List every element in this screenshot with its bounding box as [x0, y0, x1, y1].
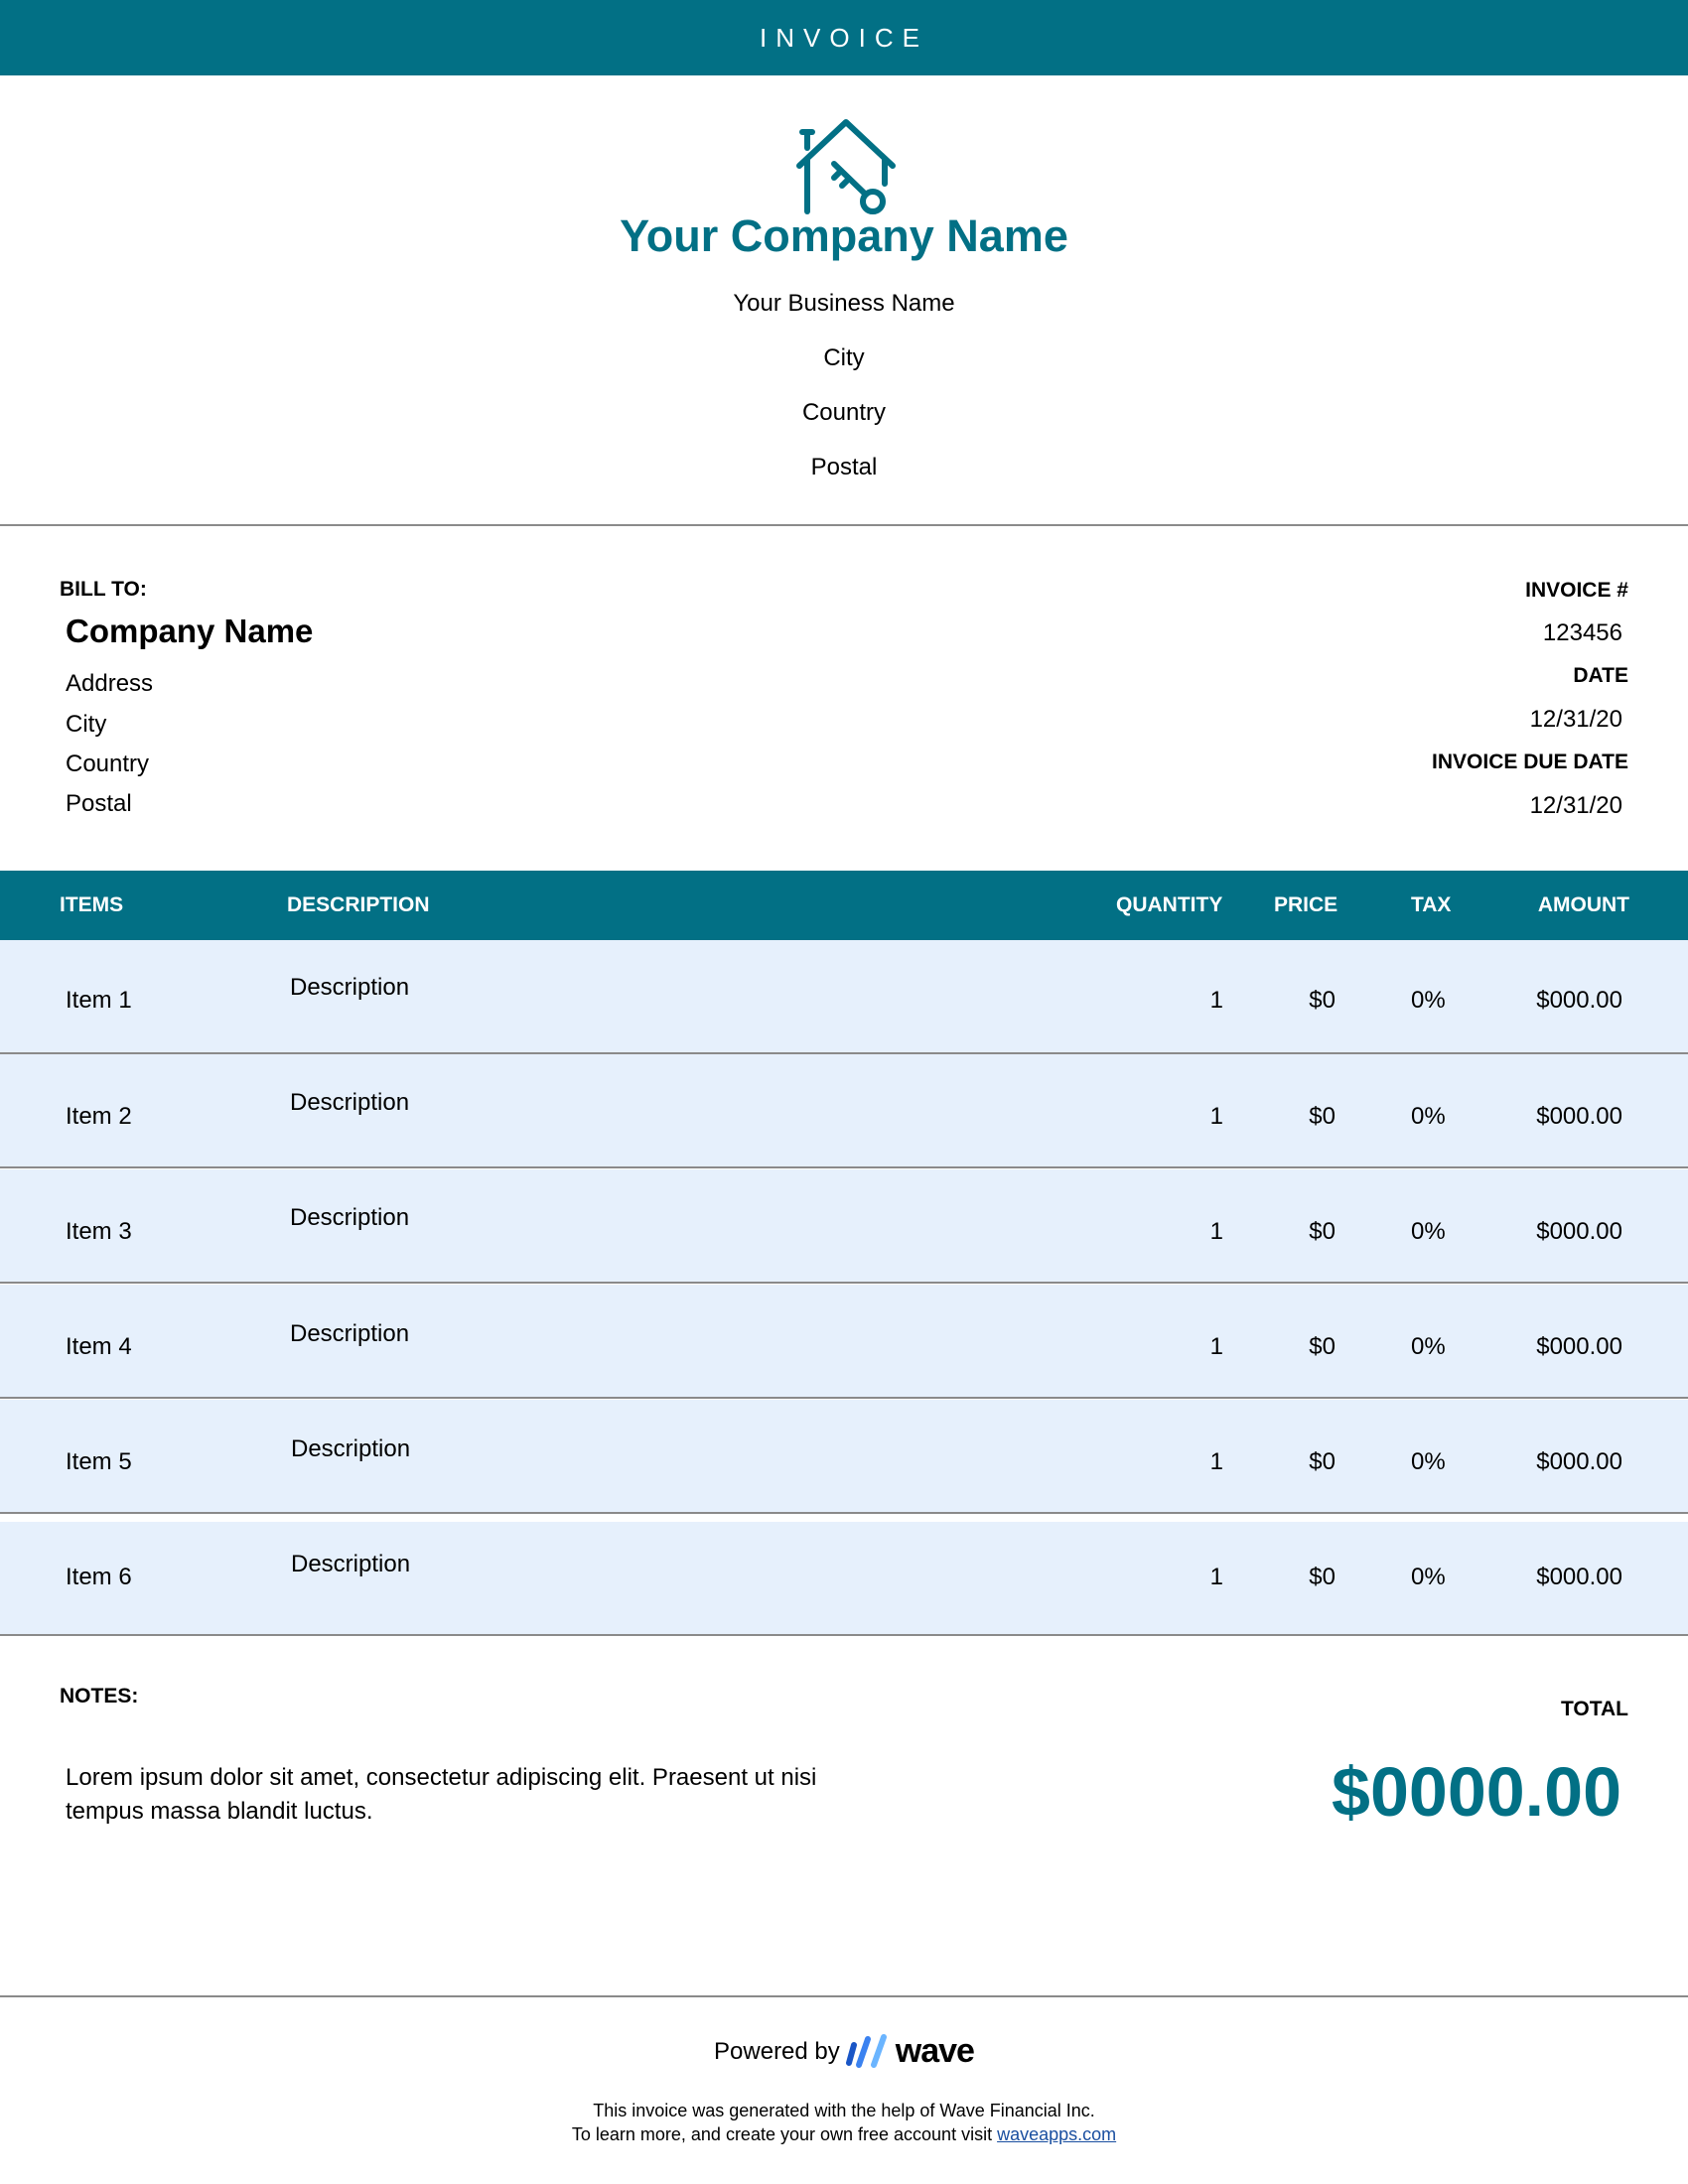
- company-postal: Postal: [810, 454, 878, 480]
- footer-line-2-text: To learn more, and create your own free account visit: [571, 2124, 998, 2144]
- bill-to-postal: Postal: [66, 790, 132, 817]
- bill-to-address: Address: [66, 670, 154, 697]
- invoice-due-date-label: INVOICE DUE DATE: [1432, 751, 1628, 773]
- row-price: $0: [1309, 1448, 1336, 1475]
- row-price: $0: [1309, 987, 1336, 1014]
- header-tax: TAX: [1411, 893, 1452, 916]
- invoice-title: INVOICE: [760, 23, 928, 53]
- row-description: Description: [291, 1551, 411, 1577]
- row-item: Item 6: [66, 1564, 132, 1590]
- row-amount: $000.00: [1536, 1103, 1622, 1130]
- row-description: Description: [290, 1089, 410, 1116]
- row-quantity: 1: [1209, 1448, 1223, 1475]
- header-amount: AMOUNT: [1537, 893, 1629, 916]
- row-tax: 0%: [1411, 1103, 1446, 1130]
- footer-line-1: This invoice was generated with the help of Wave Financial Inc.: [593, 2101, 1095, 2120]
- waveapps-link[interactable]: waveapps.com: [997, 2124, 1117, 2144]
- bill-to-company: Company Name: [66, 613, 314, 649]
- row-tax: 0%: [1411, 1218, 1446, 1245]
- powered-by: [0, 2032, 1688, 2071]
- row-quantity: 1: [1209, 987, 1223, 1014]
- total-label: TOTAL: [1560, 1698, 1628, 1720]
- header-description: DESCRIPTION: [287, 893, 430, 916]
- row-tax: 0%: [1411, 1448, 1446, 1475]
- row-description: Description: [291, 1435, 411, 1462]
- notes-text: Lorem ipsum dolor sit amet, consectetur adipiscing elit. Praesent ut nisi tempus massa blandit luctus.: [66, 1764, 817, 1825]
- row-tax: 0%: [1411, 987, 1446, 1014]
- invoice-number: 123456: [1542, 619, 1622, 646]
- wave-brand-name: wave: [895, 2032, 974, 2070]
- row-tax: 0%: [1411, 1333, 1446, 1360]
- company-country: Country: [801, 399, 887, 426]
- footer-divider: [0, 1995, 1688, 1997]
- header-price: PRICE: [1274, 893, 1338, 916]
- wave-logo-icon: [846, 2033, 892, 2071]
- notes-label: NOTES:: [60, 1685, 139, 1707]
- company-name: Your Company Name: [620, 210, 1068, 261]
- row-item: Item 4: [66, 1333, 132, 1360]
- row-amount: $000.00: [1536, 1448, 1622, 1475]
- total-amount: $0000.00: [1332, 1753, 1621, 1831]
- header-items: ITEMS: [60, 893, 124, 916]
- footer-line-2: [0, 2124, 1688, 2145]
- row-amount: $000.00: [1536, 1218, 1622, 1245]
- invoice-number-label: INVOICE #: [1525, 579, 1628, 602]
- company-city: City: [823, 344, 865, 371]
- row-item: Item 2: [66, 1103, 132, 1130]
- row-description: Description: [290, 1204, 410, 1231]
- row-item: Item 1: [66, 987, 132, 1014]
- row-tax: 0%: [1411, 1564, 1446, 1590]
- row-amount: $000.00: [1536, 987, 1622, 1014]
- row-quantity: 1: [1209, 1218, 1223, 1245]
- row-description: Description: [290, 974, 410, 1001]
- row-item: Item 3: [66, 1218, 132, 1245]
- header-divider: [0, 524, 1688, 526]
- row-price: $0: [1309, 1333, 1336, 1360]
- row-price: $0: [1309, 1564, 1336, 1590]
- invoice-date-label: DATE: [1573, 664, 1628, 687]
- row-quantity: 1: [1209, 1564, 1223, 1590]
- row-description: Description: [290, 1320, 410, 1347]
- invoice-due-date: 12/31/20: [1529, 792, 1622, 819]
- company-business-name: Your Business Name: [733, 290, 955, 317]
- row-price: $0: [1309, 1103, 1336, 1130]
- row-quantity: 1: [1209, 1103, 1223, 1130]
- bill-to-label: BILL TO:: [60, 578, 147, 601]
- bill-to-city: City: [66, 711, 107, 738]
- row-amount: $000.00: [1536, 1564, 1622, 1590]
- row-amount: $000.00: [1536, 1333, 1622, 1360]
- powered-by-text: Powered by: [714, 2037, 840, 2065]
- row-price: $0: [1309, 1218, 1336, 1245]
- house-key-icon: [789, 114, 904, 218]
- header-quantity: QUANTITY: [1116, 893, 1223, 916]
- row-item: Item 5: [66, 1448, 132, 1475]
- row-quantity: 1: [1209, 1333, 1223, 1360]
- bill-to-country: Country: [66, 751, 150, 777]
- invoice-date: 12/31/20: [1529, 706, 1622, 733]
